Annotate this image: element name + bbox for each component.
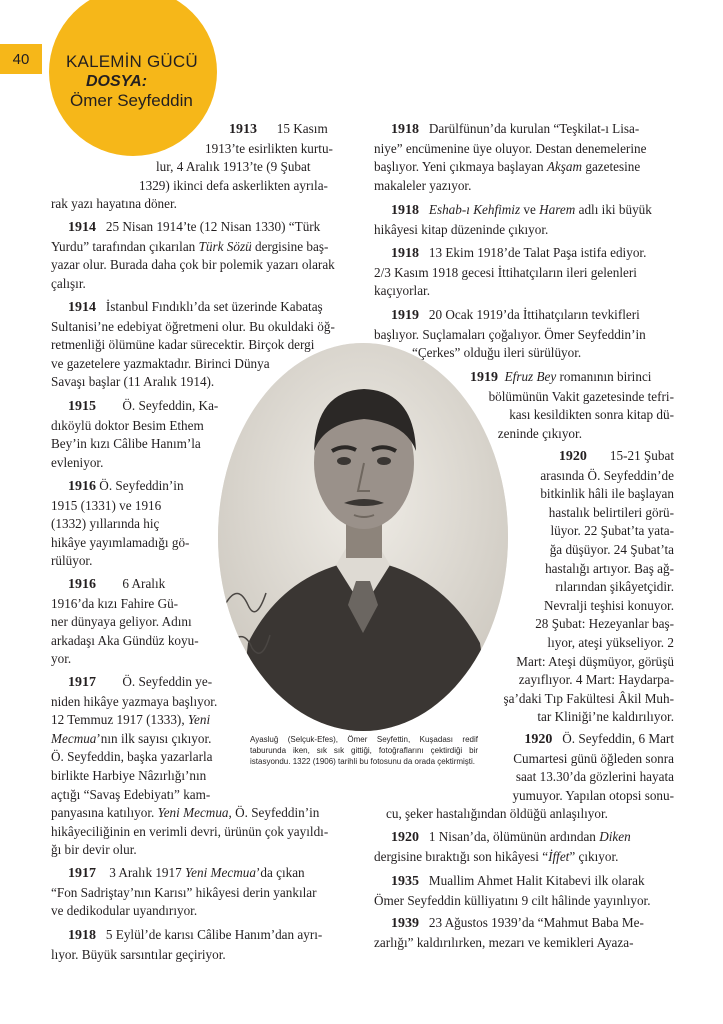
entry-1916-b	[51, 575, 216, 669]
entry-text: hikâyesi kitap düzeninde çıkıyor.	[374, 221, 549, 237]
entry-text: makaleler yazıyor.	[374, 177, 472, 193]
entry-text: Ö. Seyfeddin, 6 Mart	[562, 731, 674, 746]
entry-text: panyasına katılıyor.	[51, 805, 158, 821]
entry-text: dergisine baş-	[251, 238, 329, 254]
entry-text: 5 Eylül’de karısı Câlibe Hanım’dan ayrı-	[105, 927, 323, 942]
entry-text: İstanbul Fındıklı’da set üzerinde Kabataş	[105, 299, 323, 314]
entry-text: zayıflıyor. 4 Mart: Haydarpa-	[518, 672, 674, 688]
entry-text: rak yazı hayatına döner.	[51, 196, 177, 212]
entry-year: 1915	[68, 399, 96, 414]
entry-year: 1916	[68, 577, 96, 592]
entry-1918-b	[374, 120, 674, 195]
entry-1935	[374, 872, 674, 910]
entry-year: 1914	[68, 220, 96, 235]
entry-text: 2/3 Kasım 1918 gecesi İttihatçıların ileri gelenleri	[374, 264, 637, 280]
book-title: Harem	[539, 202, 576, 217]
entry-text: 1915 (1331) ve 1916	[51, 497, 162, 513]
entry-text: hikâye yayımlamadığı gö-	[51, 534, 190, 550]
entry-text: 1329) ikinci defa askerlikten ayrıla-	[139, 177, 328, 193]
entry-year: 1920	[558, 449, 587, 464]
entry-text: hastalık belirtileri görü-	[548, 504, 674, 520]
entry-text: Ö. Seyfeddin ye-	[122, 674, 213, 689]
entry-text: lıyor, ateşi yükseliyor. 2	[547, 634, 674, 650]
entry-text: ner dünyaya geliyor. Adını	[51, 614, 192, 630]
header-title-block	[66, 52, 216, 111]
entry-text: ve	[520, 202, 540, 217]
entry-text: rülüyor.	[51, 553, 93, 569]
page-number: 40	[0, 44, 42, 74]
entry-text: Yurdu” tarafından çıkarılan	[51, 238, 199, 254]
entry-text: Ö. Seyfeddin, başka yazarlarla	[51, 749, 213, 765]
story-title: İffet	[548, 848, 570, 864]
entry-text: Bey’in kızı Câlibe Hanım’la	[51, 436, 201, 452]
entry-1919-a	[374, 306, 674, 363]
entry-text: “Fon Sadriştay’nın Karısı” hikâyesi derin yankılar	[51, 884, 317, 900]
entry-text: Sultanisi’ne edebiyat öğretmeni olur. Bu okuldaki öğ-	[51, 318, 335, 334]
entry-text: ’da çıkan	[255, 865, 305, 880]
entry-text: açtığı “Savaş Edebiyatı” kam-	[51, 786, 211, 802]
entry-text: 28 Şubat: Hezeyanlar baş-	[535, 616, 674, 632]
entry-text: yazar olur. Burada daha çok bir polemik yazarı olarak	[51, 257, 335, 273]
entry-1916-a	[51, 477, 211, 571]
entry-text: Ö. Seyfeddin, Ka-	[122, 398, 219, 413]
entry-year: 1918	[391, 203, 419, 218]
entry-1919-b	[470, 368, 674, 443]
section-kicker: KALEMİN GÜCÜ	[66, 52, 198, 71]
entry-text: başlıyor. Yeni çıkmaya başlayan	[374, 159, 547, 175]
entry-text: arkadaşı Aka Gündüz koyu-	[51, 632, 199, 648]
entry-1920-a	[464, 447, 674, 727]
entry-text: ” çıkıyor.	[569, 848, 619, 864]
entry-1939	[374, 914, 674, 952]
entry-text: dıköylü doktor Besim Ethem	[51, 417, 204, 433]
book-title: Eshab-ı Kehfimiz	[428, 202, 521, 217]
entry-text: gazetesine	[582, 159, 641, 175]
entry-text: Ö. Seyfeddin’in	[99, 478, 184, 493]
entry-text: şa’daki Tıp Fakültesi Âkil Muh-	[503, 690, 674, 706]
entry-text: (1332) yıllarında hiç	[51, 516, 160, 532]
entry-text: lıyor. Büyük sarsıntılar geçiriyor.	[51, 946, 226, 962]
entry-text: 23 Ağustos 1939’da “Mahmut Baba Me-	[428, 915, 644, 930]
entry-text: retmenliği ölümüne kadar sürecektir. Birçok dergi	[51, 337, 315, 353]
entry-text: 1916’da kızı Fahire Gü-	[51, 595, 179, 611]
entry-text: 1 Nisan’da, ölümünün ardından	[428, 829, 600, 844]
entry-text: rılarından şikâyetçidir.	[555, 579, 674, 595]
entry-text: cu, şeker hastalığından öldüğü anlaşılıyor.	[386, 806, 608, 822]
entry-year: 1918	[68, 928, 96, 943]
entry-text: 6 Aralık	[122, 576, 166, 591]
entry-year: 1913	[229, 122, 257, 137]
magazine-title: Yeni Mecmua	[185, 865, 256, 880]
entry-text: 12 Temmuz 1917 (1333),	[51, 712, 188, 728]
entry-year: 1920	[524, 732, 553, 747]
entry-text: zarlığı” kaldırılırken, mezarı ve kemikleri Ayaza-	[374, 934, 634, 950]
entry-text: bölümünün Vakit gazetesinde tefri-	[488, 388, 674, 404]
entry-text: lüyor. 22 Şubat’ta yata-	[550, 523, 674, 539]
entry-text: 13 Ekim 1918’de Talat Paşa istifa ediyor.	[428, 245, 647, 260]
entry-1917-b	[51, 864, 353, 921]
entry-year: 1918	[391, 246, 419, 261]
entry-text: tar Kliniği’ne kaldırılıyor.	[537, 709, 674, 725]
entry-text: evleniyor.	[51, 454, 104, 470]
entry-1918-c	[374, 201, 674, 239]
entry-text: birlikte Harbiye Nâzırlığı’nın	[51, 767, 207, 783]
entry-text: kaçıyorlar.	[374, 283, 431, 299]
entry-text: Muallim Ahmet Halit Kitabevi ilk olarak	[428, 873, 645, 888]
entry-text: 15 Kasım	[276, 121, 328, 136]
entry-text: Mart: Ateşi düşmüyor, görüşü	[516, 653, 674, 669]
entry-text: 20 Ocak 1919’da İttihatçıların tevkifleri	[428, 307, 640, 322]
entry-text: çalışır.	[51, 275, 86, 291]
entry-text: bitkinlik hâli ile başlayan	[540, 486, 674, 502]
entry-text: ğa düşüyor. 24 Şubat’ta	[549, 541, 674, 557]
entry-text: adlı iki büyük	[575, 202, 652, 217]
entry-text: arasında Ö. Seyfeddin’de	[540, 467, 674, 483]
entry-year: 1917	[68, 675, 96, 690]
entry-text: ’nın ilk sayısı çıkıyor.	[96, 730, 212, 746]
section-name: Ömer Seyfeddin	[70, 91, 193, 110]
entry-text: Cumartesi günü öğleden sonra	[513, 750, 674, 766]
entry-text: ve gazetelere yazmaktadır. Birinci Dünya	[51, 355, 270, 371]
entry-text: Ömer Seyfeddin külliyatını 9 cilt hâlinde yayınlıyor.	[374, 892, 651, 908]
entry-text: yumuyor. Yapılan otopsi sonu-	[512, 787, 674, 803]
entry-year: 1919	[391, 308, 419, 323]
entry-1913	[51, 120, 353, 214]
magazine-title: Türk Sözü	[198, 238, 252, 254]
entry-1914-b	[51, 298, 353, 392]
entry-year: 1918	[391, 122, 419, 137]
entry-text: Darülfünun’da kurulan “Teşkilat-ı Lisa-	[428, 121, 640, 136]
entry-1914-a	[51, 218, 353, 293]
entry-text: , Ö. Seyfeddin’in	[228, 805, 320, 821]
entry-1920-b	[386, 730, 674, 824]
entry-1915	[51, 397, 243, 472]
entry-text: zeninde çıkıyor.	[497, 425, 582, 441]
entry-text: romanının birinci	[556, 369, 652, 384]
magazine-title: Diken	[599, 829, 631, 844]
entry-text: kası kesildikten sonra kitap dü-	[509, 407, 674, 423]
entry-text: yor.	[51, 651, 72, 667]
entry-1920-c	[374, 828, 674, 866]
entry-1918-d	[374, 244, 674, 301]
entry-year: 1914	[68, 300, 96, 315]
entry-text: ve dedikodular uyandırıyor.	[51, 903, 198, 919]
entry-text: başlıyor. Suçlamaları çoğalıyor. Ömer Seyfeddin’in	[374, 326, 646, 342]
entry-text: ğı bir devir olur.	[51, 842, 137, 858]
magazine-title: Yeni Mecmua	[157, 805, 229, 821]
newspaper-title: Akşam	[546, 159, 583, 175]
magazine-title: Mecmua	[51, 730, 97, 746]
entry-text: “Çerkes” olduğu ileri sürülüyor.	[412, 345, 582, 361]
entry-year: 1916	[68, 479, 96, 494]
entry-text: hikâyeciliğinin en verimli devri, ürünün çok yayıldı-	[51, 823, 329, 839]
book-title: Efruz Bey	[504, 369, 557, 384]
entry-year: 1939	[391, 916, 419, 931]
entry-text: 25 Nisan 1914’te (12 Nisan 1330) “Türk	[105, 219, 321, 234]
entry-text: dergisine bıraktığı son hikâyesi “	[374, 848, 549, 864]
entry-text: hastalığı artıyor. Baş ağ-	[545, 560, 674, 576]
entry-text: saat 13.30’da gözlerini hayata	[515, 769, 674, 785]
entry-text: lur, 4 Aralık 1913’te (9 Şubat	[156, 159, 311, 175]
entry-text: 1913’te esirlikten kurtu-	[205, 140, 333, 156]
entry-1917-a	[51, 673, 353, 860]
photo-caption: Ayasluğ (Selçuk-Efes), Ömer Seyfettin, Kuşadası redif taburunda iken, sık sık gittiği, fotoğraflarını çektirdiği bir istasyondu. 1322 (1906) tarihli bu fotosunu da orada çektirmişti.	[250, 735, 478, 766]
entry-text: Savaşı başlar (11 Aralık 1914).	[51, 374, 215, 390]
entry-year: 1919	[470, 370, 498, 385]
entry-1918-a	[51, 926, 353, 964]
magazine-title: Yeni	[187, 712, 211, 728]
entry-text: Nevralji teşhisi konuyor.	[543, 597, 674, 613]
entry-text: niye” encümenine üye oluyor. Destan denemelerine	[374, 140, 647, 156]
section-label: DOSYA:	[86, 73, 148, 90]
entry-year: 1935	[391, 874, 419, 889]
entry-text: niden hikâye yazmaya başlıyor.	[51, 693, 218, 709]
entry-year: 1917	[68, 866, 96, 881]
entry-text: 15-21 Şubat	[609, 448, 674, 463]
entry-text: 3 Aralık 1917	[109, 865, 186, 880]
entry-year: 1920	[391, 830, 419, 845]
